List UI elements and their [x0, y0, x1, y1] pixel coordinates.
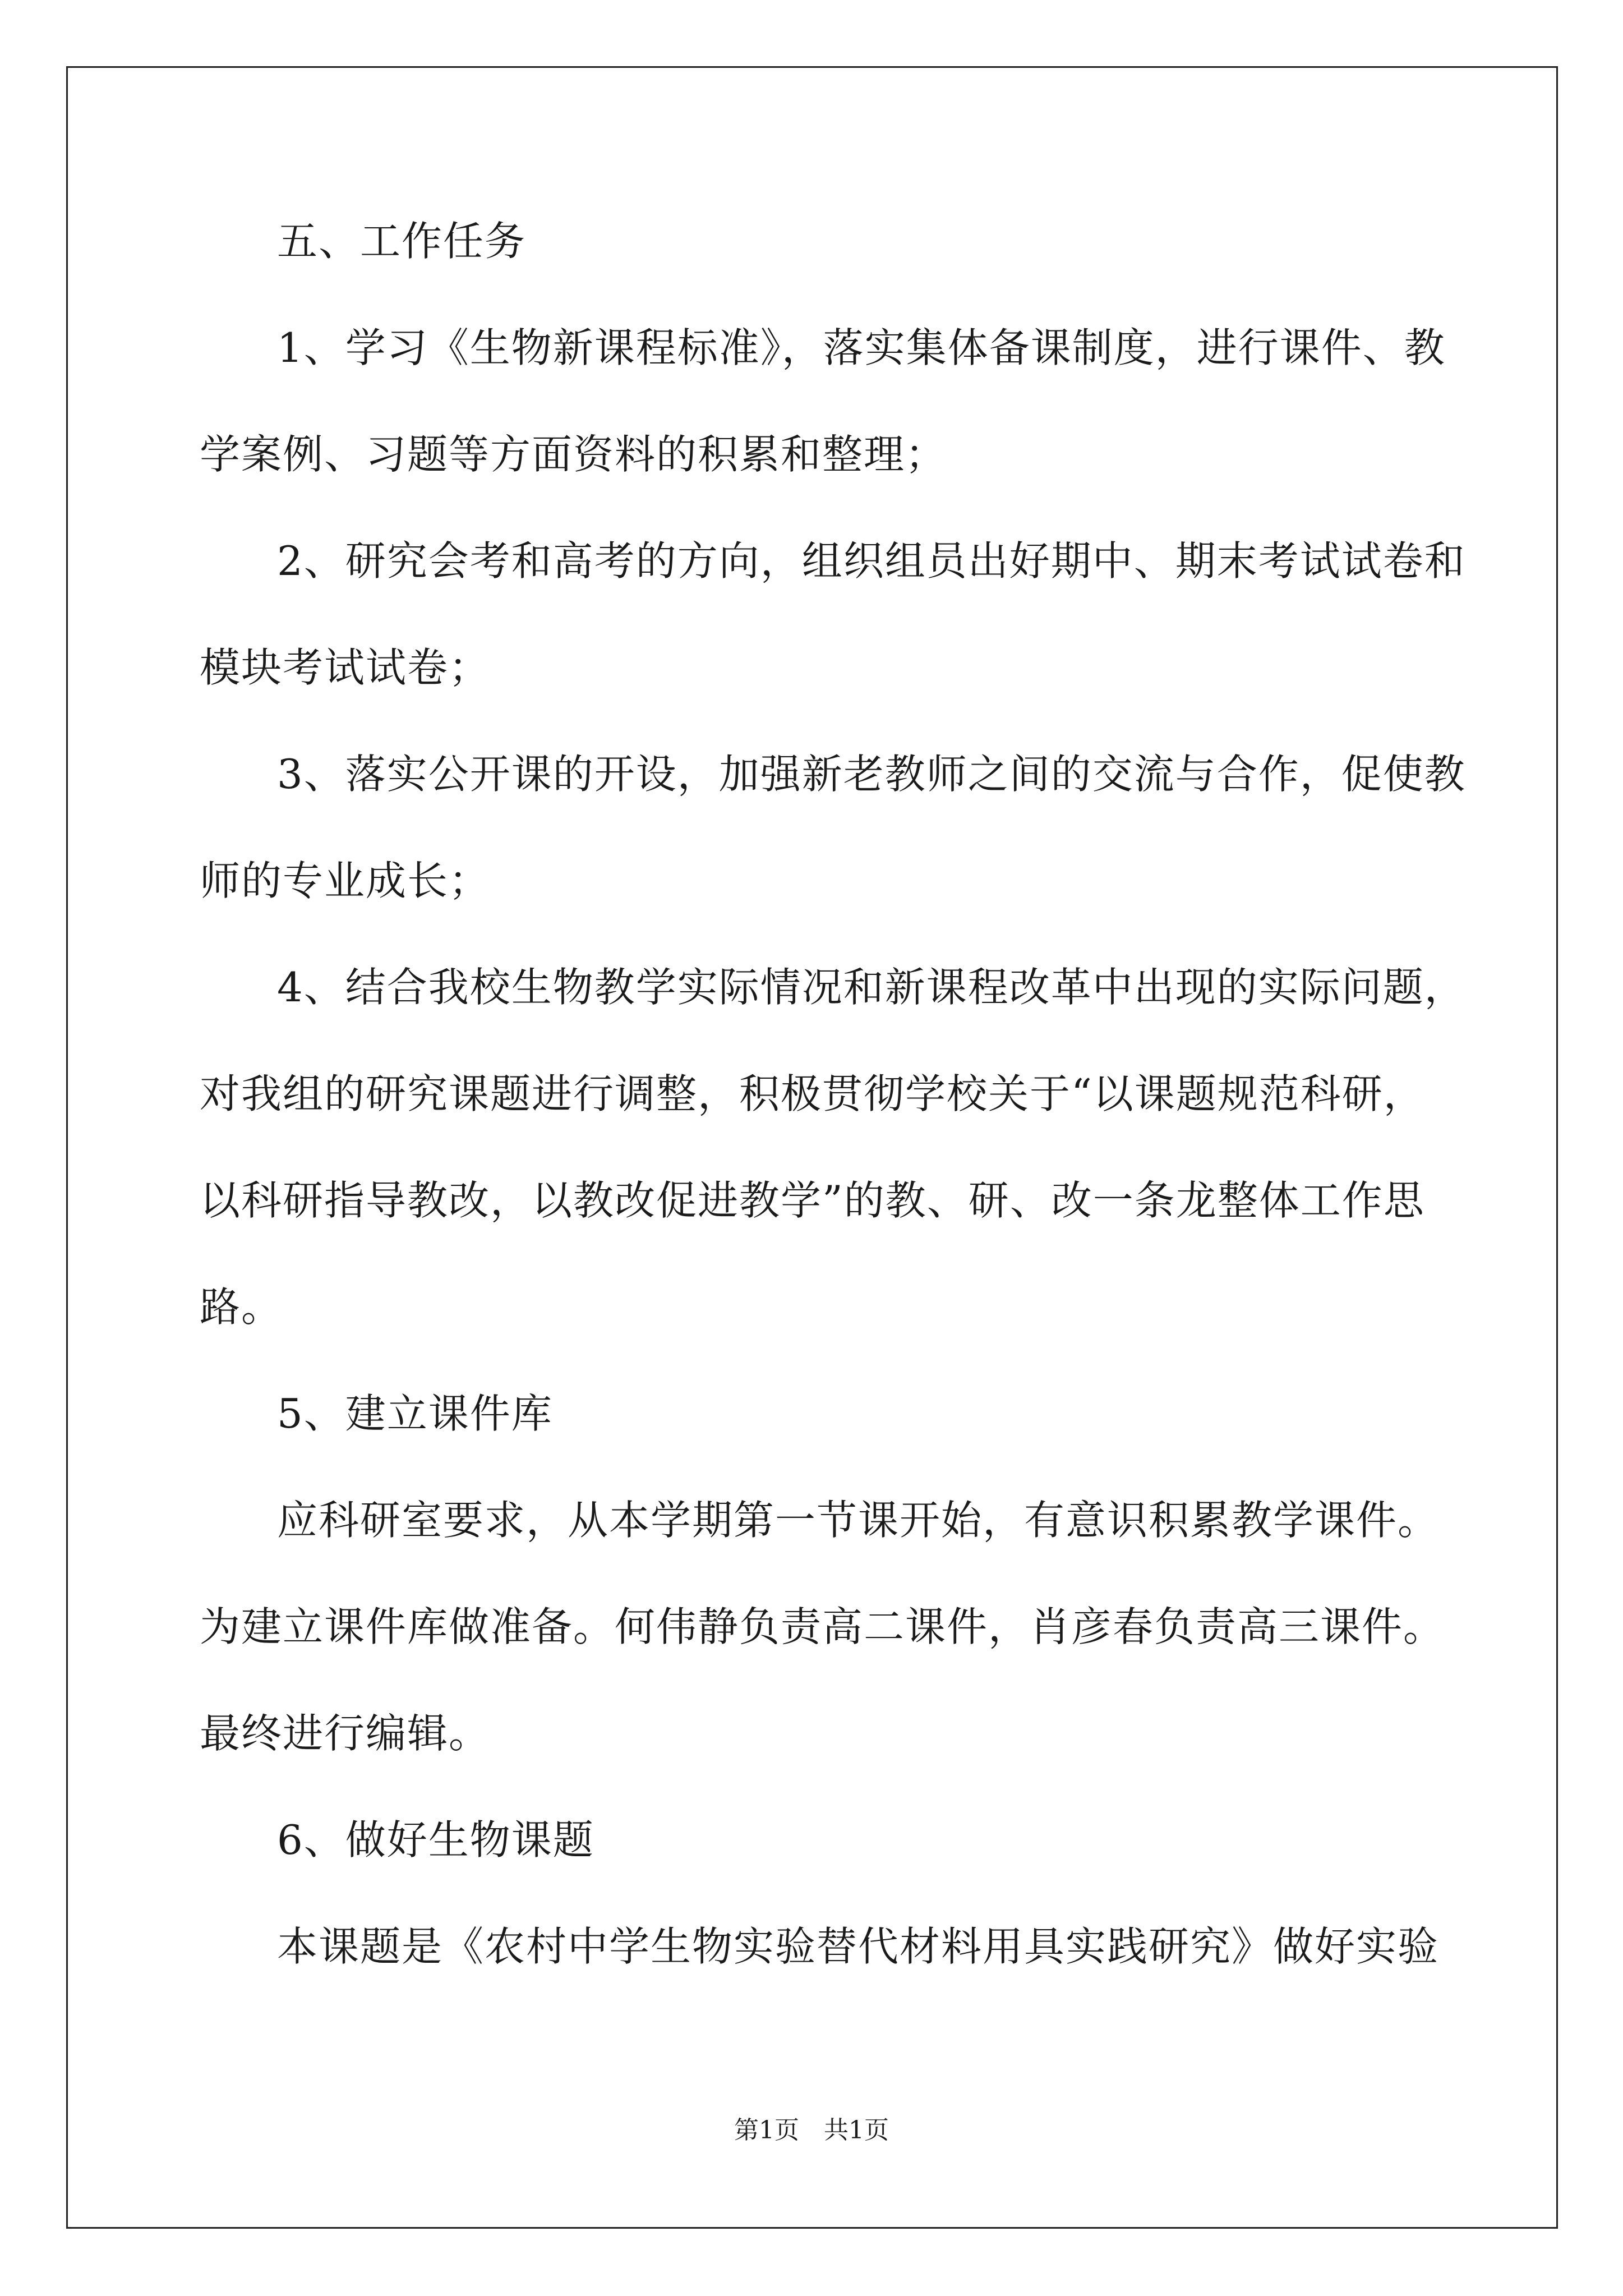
paragraph-line: 对我组的研究课题进行调整，积极贯彻学校关于“以课题规范科研， — [200, 1070, 1425, 1117]
paragraph-line: 2、研究会考和高考的方向，组织组员出好期中、期末考试试卷和 — [277, 537, 1466, 585]
page-border — [66, 66, 1558, 2229]
section-heading: 5、建立课件库 — [277, 1390, 553, 1437]
section-heading: 6、做好生物课题 — [277, 1816, 594, 1864]
paragraph-line: 学案例、习题等方面资料的积累和整理； — [200, 431, 947, 478]
section-heading: 五、工作任务 — [277, 218, 527, 265]
paragraph-line: 师的专业成长； — [200, 857, 491, 904]
paragraph-line: 本课题是《农村中学生物实验替代材料用具实践研究》做好实验 — [277, 1923, 1440, 1970]
paragraph-line: 路。 — [200, 1283, 283, 1331]
page-number-footer: 第1页 共1页 — [734, 2116, 889, 2145]
paragraph-line: 4、结合我校生物教学实际情况和新课程改革中出现的实际问题， — [277, 964, 1466, 1011]
paragraph-line: 以科研指导教改，以教改促进教学”的教、研、改一条龙整体工作思 — [200, 1177, 1425, 1224]
paragraph-line: 3、落实公开课的开设，加强新老教师之间的交流与合作，促使教 — [277, 751, 1466, 798]
paragraph-line: 为建立课件库做准备。何伟静负责高二课件，肖彦春负责高三课件。 — [200, 1603, 1445, 1650]
paragraph-line: 1、学习《生物新课程标准》，落实集体备课制度，进行课件、教 — [277, 324, 1446, 371]
paragraph-line: 最终进行编辑。 — [200, 1710, 491, 1757]
paragraph-line: 模块考试试卷； — [200, 644, 491, 691]
paragraph-line: 应科研室要求，从本学期第一节课开始，有意识积累教学课件。 — [277, 1497, 1440, 1544]
